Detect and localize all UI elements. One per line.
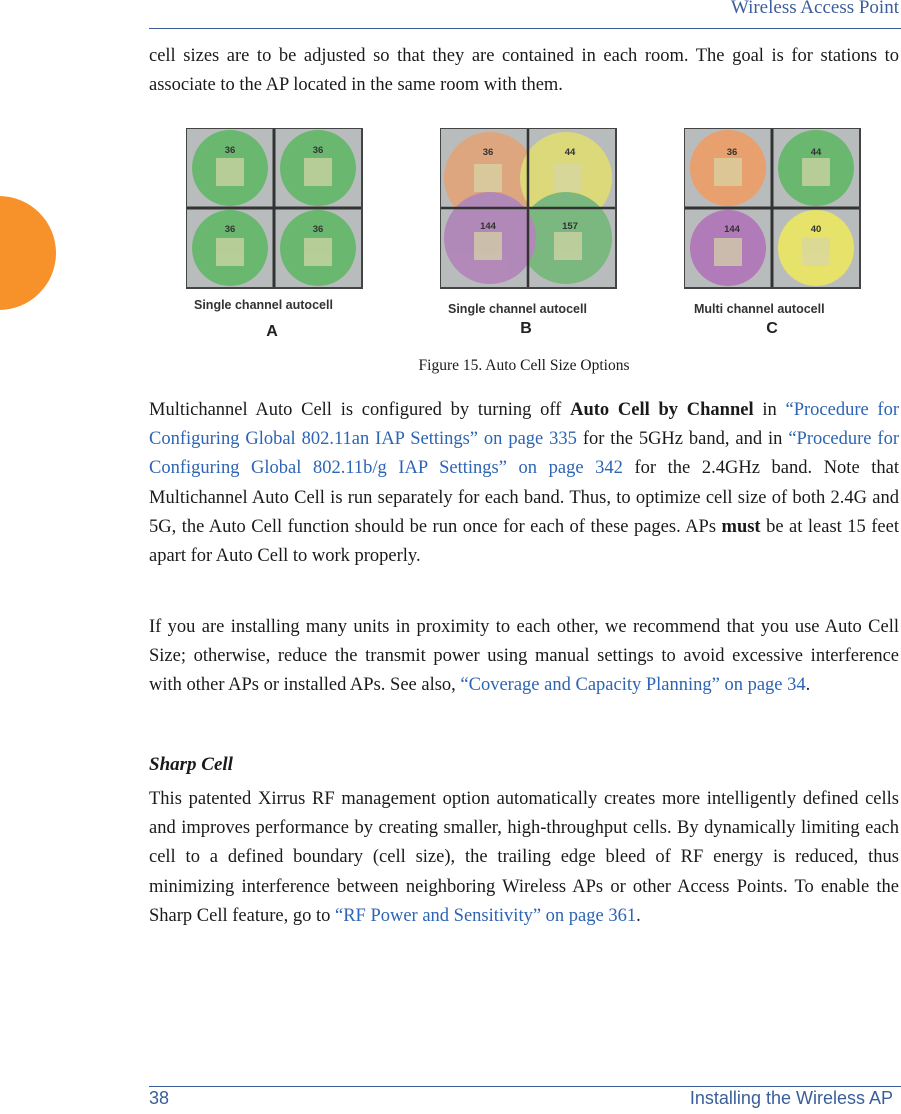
panel-a-caption: Single channel autocell [194, 298, 333, 312]
panel-c-ch-1: 36 [726, 147, 738, 158]
footer-section-title: Installing the Wireless AP [689, 1088, 893, 1108]
para2-text-1: If you are installing many units in proximity to each other, we recommend that you use Auto Cell Size; otherwise, reduce the transmit power using manual settings to avoid excessive interference with other APs or installed APs. See also, [149, 617, 899, 696]
auto-cell-by-channel-term: Auto Cell by Channel [570, 400, 754, 420]
para1-text-1: Multichannel Auto Cell is configured by turning off [149, 400, 571, 420]
panel-a-ch-1: 36 [224, 145, 236, 156]
panel-a-ch-4: 36 [312, 224, 324, 235]
panel-b-caption: Single channel autocell [448, 302, 587, 316]
panel-c-ch-2: 44 [810, 147, 822, 158]
panel-c-ch-4: 40 [810, 224, 822, 235]
section-tab-marker [0, 196, 56, 310]
sharp-cell-heading: Sharp Cell [149, 754, 233, 775]
panel-c-letter: C [766, 320, 778, 337]
running-header: Wireless Access Point [730, 0, 899, 18]
multichannel-paragraph [149, 396, 899, 571]
para1-text-5: be at least 15 feet apart for Auto Cell to work properly. [149, 516, 899, 567]
para1-text-2: in [753, 400, 786, 420]
figure-caption: Figure 15. Auto Cell Size Options [418, 357, 630, 374]
panel-c-caption: Multi channel autocell [694, 302, 825, 316]
panel-c [684, 128, 862, 343]
para1-text-3: for the 5GHz band, and in [576, 429, 789, 450]
link-global-80211an-settings[interactable]: “Procedure for Configuring Global 802.11an IAP Settings” on page 335 [149, 400, 900, 450]
panel-b [440, 128, 618, 343]
para1-text-4: for the 2.4GHz band. Note that Multichannel Auto Cell is run separately for each band. Thus, to optimize cell size of both 2.4G and 5G, the Auto Cell function should be run once for each of these pages. APs [149, 458, 899, 537]
panel-b-letter: B [520, 320, 532, 337]
link-global-80211bg-settings[interactable]: “Procedure for Configuring Global 802.11b/g IAP Settings” on page 342 [149, 429, 899, 479]
panel-b-ch-1: 36 [482, 147, 494, 158]
panel-b-ch-4: 157 [562, 221, 578, 232]
must-term: must [721, 516, 761, 537]
panel-b-ch-3: 144 [480, 221, 496, 232]
sharp-cell-text-2: . [636, 905, 641, 926]
link-rf-power-sensitivity[interactable]: “RF Power and Sensitivity” on page 361 [334, 905, 637, 926]
footer-rule [149, 1086, 901, 1087]
panel-a-ch-2: 36 [312, 145, 324, 156]
installing-paragraph [149, 613, 899, 701]
panel-a-ch-3: 36 [224, 224, 236, 235]
panel-a-letter: A [266, 323, 278, 340]
sharp-cell-text-1: This patented Xirrus RF management option automatically creates more intelligently defined cells and improves performance by creating smaller, high-throughput cells. By dynamically limiting each cell to a defined boundary (cell size), the trailing edge bleed of RF energy is reduced, thus minimizing interference between neighboring Wireless APs or other Access Points. To enable the Sharp Cell feature, go to [149, 789, 899, 926]
intro-paragraph: cell sizes are to be adjusted so that they are contained in each room. The goal is for stations to associate to the AP located in the same room with them. [149, 46, 899, 96]
panel-c-ch-3: 144 [724, 224, 740, 235]
page-number: 38 [149, 1088, 170, 1108]
panel-a [186, 128, 364, 343]
sharp-cell-paragraph [149, 785, 899, 931]
panel-b-ch-2: 44 [564, 147, 576, 158]
header-rule [149, 28, 901, 29]
para2-text-2: . [805, 675, 811, 696]
link-coverage-capacity-planning[interactable]: “Coverage and Capacity Planning” on page 34 [460, 675, 806, 696]
